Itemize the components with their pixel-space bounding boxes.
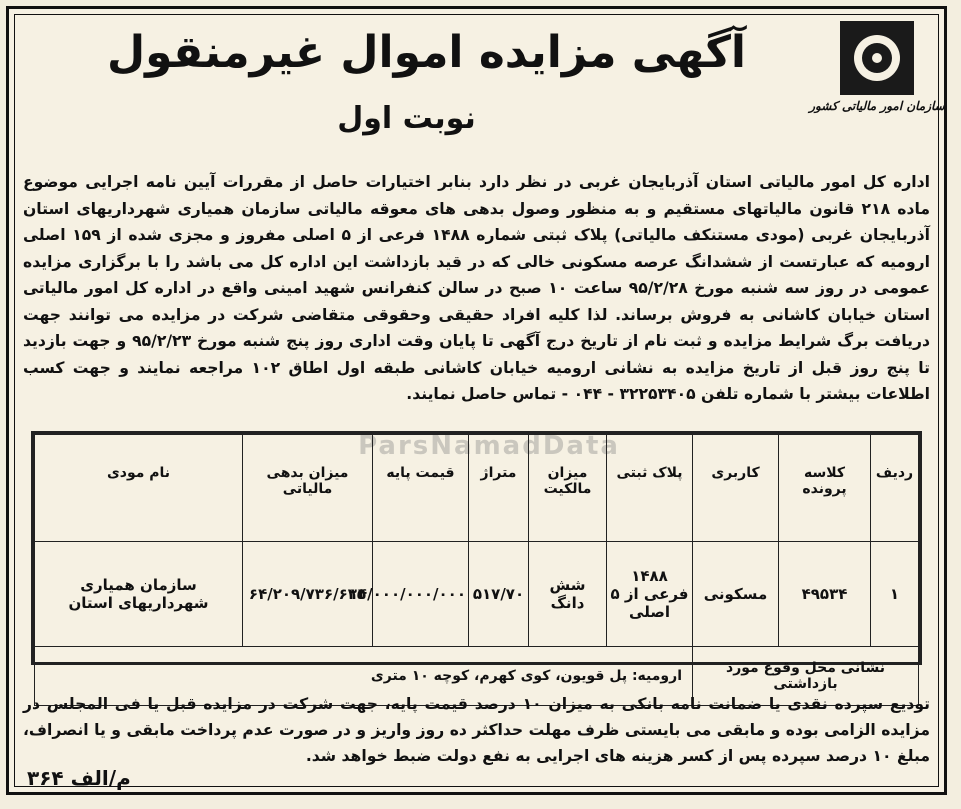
cell-usage: مسکونی: [693, 542, 779, 647]
table-header-row: [35, 435, 919, 542]
header-base-price: قیمت پایه: [373, 435, 469, 542]
header-row-no: ردیف: [871, 435, 919, 542]
cell-ownership: شش دانگ: [529, 542, 607, 647]
table-row: [35, 542, 919, 647]
header-ownership: میزان مالکیت: [529, 435, 607, 542]
header-file-no: کلاسه پرونده: [779, 435, 871, 542]
notice-body: اداره کل امور مالیاتی استان آذربایجان غربی در نظر دارد بنابر اختیارات حاصل از مقررات آیین نامه اجرایی موضوع ماده ۲۱۸ قانون مالیاتهای مستقیم و به منظور وصول بدهی های معوقه مالیاتی سازمان همیاری شهرداریهای استان آذربایجان غربی (مودی مستنکف مالیاتی) پلاک ثبتی شماره ۱۴۸۸ فرعی از ۵ اصلی مفروز و مجزی شده از ۱۵۹ اصلی ارومیه که عبارتست از ششدانگ عرصه مسکونی خالی که در قید بازداشت این اداره کل می باشد را با برگزاری مزایده عمومی در روز سه شنبه مورخ ۹۵/۲/۲۸ ساعت ۱۰ صبح در سالن کنفرانس شهید امینی واقع در اداره کل امور مالیاتی استان خیابان کاشانی به فروش برساند. لذا کلیه افراد حقیقی وحقوقی متقاضی شرکت در مزایده می توانند جهت دریافت برگ شرایط مزایده و ثبت نام از تاریخ درج آگهی تا پایان وقت اداری روز پنج شنبه مورخ ۹۵/۲/۲۳ و جهت بازدید تا پنج روز قبل از تاریخ مزایده به نشانی ارومیه خیابان کاشانی طبقه اول اطاق ۱۰۲ مراجعه نمایند و جهت کسب اطلاعات بیشتر با شماره تلفن ۳۲۲۵۳۴۰۵ - ۰۴۴ - تماس حاصل نمایند.: [23, 173, 930, 403]
header-tax-debt: میزان بدهی مالیاتی: [243, 435, 373, 542]
cell-row-no: ۱: [871, 542, 919, 647]
header-plate: پلاک ثبتی: [607, 435, 693, 542]
cell-area: ۵۱۷/۷۰: [469, 542, 529, 647]
cell-file-no: ۴۹۵۳۴: [779, 542, 871, 647]
cell-taxpayer: سازمان همیاری شهرداریهای استان: [35, 542, 243, 647]
cell-base-price: ۱۴/۰۰۰/۰۰۰/۰۰۰: [373, 542, 469, 647]
deposit-terms: تودیع سپرده نقدی یا ضمانت نامه بانکی به میزان ۱۰ درصد قیمت پایه، جهت شرکت در مزایده قبل یا فی المجلس در مزایده الزامی بوده و مابقی می بایستی ظرف مهلت حداکثر ده روز واریز و در صورت عدم پرداخت مابقی و یا انصراف، مبلغ ۱۰ درصد سپرده پس از کسر هزینه های اجرایی به نفع دولت ضبط خواهد شد.: [23, 695, 930, 765]
header-taxpayer: نام مودی: [35, 435, 243, 542]
cell-tax-debt: ۶۴/۲۰۹/۷۳۶/۶۳۵: [243, 542, 373, 647]
notice-round: نوبت اول: [337, 101, 476, 136]
organization-logo: [809, 21, 945, 121]
header-area: متراژ: [469, 435, 529, 542]
logo-caption: سازمان امور مالیاتی کشور: [809, 99, 945, 113]
cell-plate: ۱۴۸۸ فرعی از ۵ اصلی: [607, 542, 693, 647]
notice-page: [6, 6, 947, 795]
address-label: نشانی محل وقوع مورد بازداشتی: [693, 647, 919, 706]
header-usage: کاربری: [693, 435, 779, 542]
address-value: ارومیه: پل قویون، کوی کهرم، کوچه ۱۰ متری: [35, 647, 693, 706]
notice-code: م/الف ۳۶۴: [27, 766, 131, 790]
watermark: ParsNamadData: [358, 431, 620, 461]
emblem-icon: [840, 21, 914, 95]
notice-title: آگهی مزایده اموال غیرمنقول: [107, 27, 746, 78]
auction-table: [31, 431, 922, 692]
